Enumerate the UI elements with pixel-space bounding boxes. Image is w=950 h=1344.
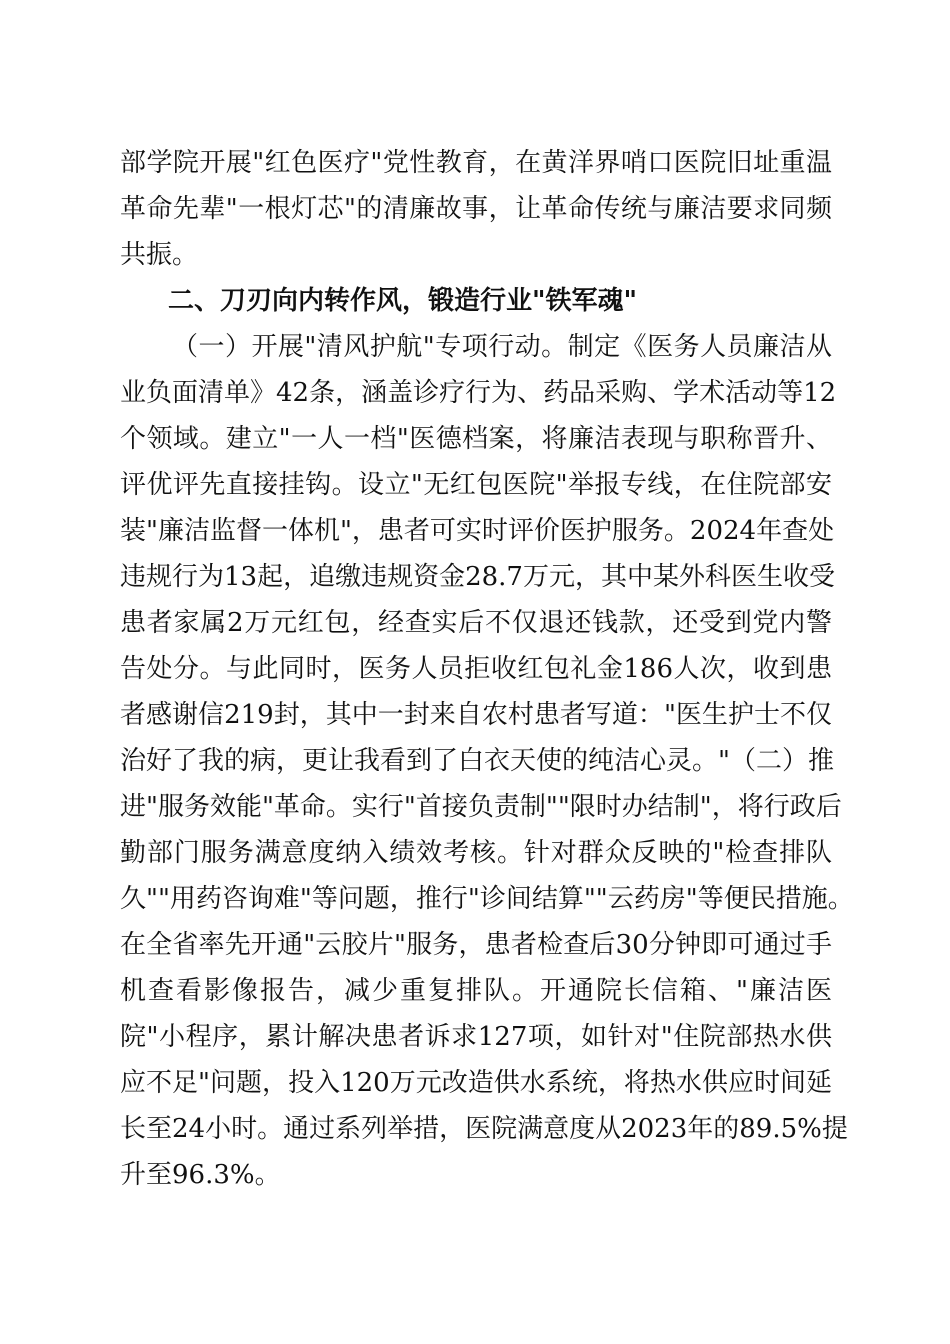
body-line: （一）开展"清风护航"专项行动。制定《医务人员廉洁从 [172,332,832,362]
body-line: 久""用药咨询难"等问题，推行"诊间结算""云药房"等便民措施。 [120,884,854,914]
body-line: 院"小程序，累计解决患者诉求127项，如针对"住院部热水供 [120,1022,832,1052]
body-line: 在全省率先开通"云胶片"服务，患者检查后30分钟即可通过手 [120,930,832,960]
body-line: 长至24小时。通过系列举措，医院满意度从2023年的89.5%提 [120,1114,848,1144]
document-body [120,140,854,1198]
body-line: 装"廉洁监督一体机"，患者可实时评价医护服务。2024年查处 [120,516,835,546]
body-line: 机查看影像报告，减少重复排队。开通院长信箱、"廉洁医 [120,976,832,1006]
body-line: 革命先辈"一根灯芯"的清廉故事，让革命传统与廉洁要求同频 [120,194,832,224]
body-line: 违规行为13起，追缴违规资金28.7万元，其中某外科医生收受 [120,562,835,592]
body-line: 评优评先直接挂钩。设立"无红包医院"举报专线，在住院部安 [120,470,832,500]
body-line: 应不足"问题，投入120万元改造供水系统，将热水供应时间延 [120,1068,832,1098]
body-line: 部学院开展"红色医疗"党性教育，在黄洋界哨口医院旧址重温 [120,148,832,178]
body-line: 患者家属2万元红包，经查实后不仅退还钱款，还受到党内警 [120,608,832,638]
body-line: 个领域。建立"一人一档"医德档案，将廉洁表现与职称晋升、 [120,424,832,454]
body-line: 勤部门服务满意度纳入绩效考核。针对群众反映的"检查排队 [120,838,832,868]
body-line: 共振。 [120,240,199,270]
body-line: 治好了我的病，更让我看到了白衣天使的纯洁心灵。"（二）推 [120,746,834,776]
section-heading: 二、刀刃向内转作风，锻造行业"铁军魂" [168,286,638,316]
body-line: 告处分。与此同时，医务人员拒收红包礼金186人次，收到患 [120,654,832,684]
body-line: 升至96.3%。 [120,1160,281,1190]
body-line: 者感谢信219封，其中一封来自农村患者写道："医生护士不仅 [120,700,832,730]
body-line: 进"服务效能"革命。实行"首接负责制""限时办结制"，将行政后 [120,792,842,822]
body-line: 业负面清单》42条，涵盖诊疗行为、药品采购、学术活动等12 [120,378,837,408]
